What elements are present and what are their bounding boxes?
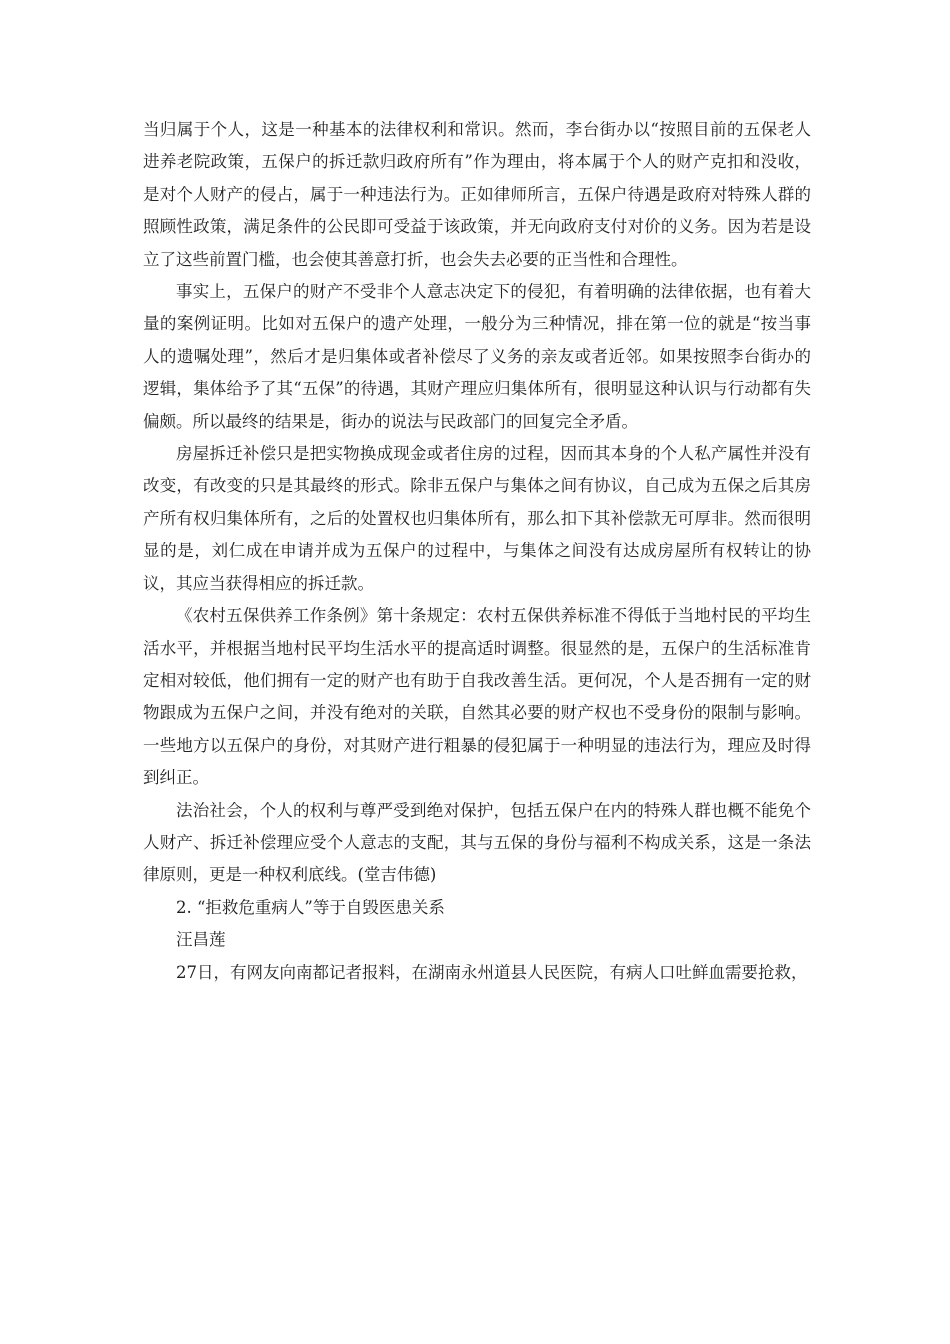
author-name: 汪昌莲 xyxy=(176,930,226,950)
paragraph-2: 事实上，五保户的财产不受非个人意志决定下的侵犯，有着明确的法律依据，也有着大量的案例证明。比如对五保户的遗产处理，一般分为三种情况，排在第一位的就是“按当事人的遗嘱处理”，然后才是归集体或者补偿尽了义务的亲友或者近邻。如果按照李台街办的逻辑，集体给予了其“五保”的待遇，其财产理应归集体所有，很明显这种认识与行动都有失偏颇。所以最终的结果是，街办的说法与民政部门的回复完全矛盾。 xyxy=(143,282,811,431)
paragraph-4: 《农村五保供养工作条例》第十条规定：农村五保供养标准不得低于当地村民的平均生活水平，并根据当地村民平均生活水平的提高适时调整。很显然的是，五保户的生活标准肯定相对较低，他们拥有一定的财产也有助于自我改善生活。更何况，个人是否拥有一定的财物跟成为五保户之间，并没有绝对的关联，自然其必要的财产权也不受身份的限制与影响。一些地方以五保户的身份，对其财产进行粗暴的侵犯属于一种明显的违法行为，理应及时得到纠正。 xyxy=(143,606,811,788)
paragraph-6: 27日，有网友向南都记者报料，在湖南永州道县人民医院，有病人口吐鲜血需要抢救， xyxy=(176,962,808,982)
paragraph-5: 法治社会，个人的权利与尊严受到绝对保护，包括五保户在内的特殊人群也概不能免个人财产、拆迁补偿理应受个人意志的支配，其与五保的身份与福利不构成关系，这是一条法律原则，更是一种权利底线。(堂吉伟德) xyxy=(143,800,811,885)
paragraph-3: 房屋拆迁补偿只是把实物换成现金或者住房的过程，因而其本身的个人私产属性并没有改变，有改变的只是其最终的形式。除非五保户与集体之间有协议，自己成为五保之后其房产所有权归集体所有，之后的处置权也归集体所有，那么扣下其补偿款无可厚非。然而很明显的是，刘仁成在申请并成为五保户的过程中，与集体之间没有达成房屋所有权转让的协议，其应当获得相应的拆迁款。 xyxy=(143,444,811,593)
document-page xyxy=(143,114,811,989)
section-title: 2. “拒救危重病人”等于自毁医患关系 xyxy=(176,897,445,917)
paragraph-1: 当归属于个人，这是一种基本的法律权利和常识。然而，李台街办以“按照目前的五保老人进养老院政策，五保户的拆迁款归政府所有”作为理由，将本属于个人的财产克扣和没收，是对个人财产的侵占，属于一种违法行为。正如律师所言，五保户待遇是政府对特殊人群的照顾性政策，满足条件的公民即可受益于该政策，并无向政府支付对价的义务。因为若是设立了这些前置门槛，也会使其善意打折，也会失去必要的正当性和合理性。 xyxy=(143,120,811,269)
